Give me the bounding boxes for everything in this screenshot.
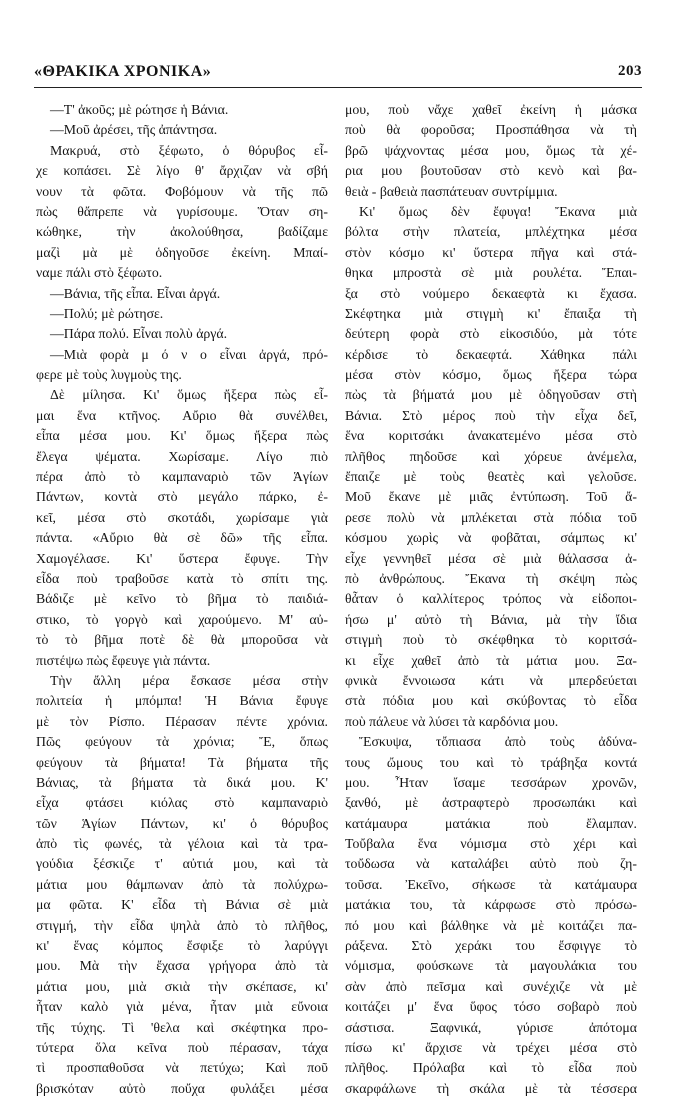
text-line: Ἔσκυψα, τὄπιασα ἀπὸ τοὺς ἀδύνα- [359, 734, 637, 750]
page-number: 203 [618, 63, 642, 79]
text-line: ἕνα κοριτσάκι ἀνακατεμένο μέσα στὸ [345, 428, 637, 444]
text-line: —Μοῦ ἀρέσει, τῆς ἀπάντησα. [50, 122, 218, 138]
text-line: μου, ποὺ νἄχε χαθεῖ ἐκείνη ἡ μάσκα [345, 102, 637, 117]
text-line: τὶ προσπαθοῦσα νὰ πετύχω; Καὶ ποῦ [36, 1060, 328, 1076]
text-line: πιστέψω πὼς ἔφευγε γιὰ πάντα. [36, 652, 211, 668]
text-line: —Μιὰ φορὰ μ ό ν ο εἶναι ἀργά, πρό- [50, 346, 328, 362]
text-line: —Βάνια, τῆς εἶπα. Εἶναι ἀργά. [50, 285, 221, 301]
header-rule [34, 87, 642, 88]
text-line: ἀπὸ τὶς φωνές, τὰ γέλοια καὶ τὰ τρα- [36, 836, 328, 852]
text-line: πλῆθος πηδοῦσε καὶ χόρευε ἀνέμελα, [345, 448, 637, 464]
text-line: μὲ τὸν Ρίσπο. Πέρασαν πέντε χρόνια. [36, 713, 328, 729]
text-line: Δὲ μίλησα. Κι' ὅμως ἤξερα πὼς εἶ- [50, 387, 328, 403]
text-line: τοῦσα. Ἐκεῖνο, σήκωσε τὰ κατάμαυρα [345, 876, 637, 892]
text-line: κατάμαυρα ματάκια ποὺ ἔλαμπαν. [345, 815, 637, 831]
text-line: νόμισμα, φούσκωνε τὰ μαγουλάκια του [345, 958, 637, 974]
text-line: σκαρφάλωνε τὴ σκάλα μὲ τὰ τέσσερα [345, 1080, 637, 1096]
text-line: Πάντων, κοντὰ στὸ μεγάλο πάρκο, ἐ- [36, 489, 328, 505]
text-line: φεύγουν τὰ βήματα! Τὰ βήματα τῆς [36, 754, 328, 770]
text-line: πολιτεία ἡ μπόμπα! Ἡ Βάνια ἔφυγε [36, 693, 328, 709]
text-line: πίσω κι' ἄρχισε νὰ τρέχει μέσα στὸ [345, 1039, 637, 1055]
text-line: ξανθό, μὲ ἀστραφτερὸ προσωπάκι καὶ [345, 795, 637, 811]
text-line: μαι ἕνα κτῆνος. Αὔριο θὰ συνέλθει, [36, 407, 328, 423]
text-line: Κι' ὅμως δὲν ἔφυγα! Ἔκανα μιὰ [359, 203, 637, 219]
text-line: ράξενα. Στὸ χεράκι του ἔσφιγγε τὸ [345, 938, 637, 954]
text-line: σάστισα. Ξαφνικά, γύρισε ἀπότομα [345, 1019, 637, 1035]
text-line: τῶν Ἁγίων Πάντων, κι' ὁ θόρυβος [36, 815, 328, 831]
text-line: θηκα μπροστὰ σὲ μιὰ ρουλέτα. Ἔπαι- [345, 265, 637, 281]
text-line: τύτερα ὅλα κεῖνα ποὺ πέρασαν, τάχα [36, 1039, 328, 1055]
text-line: πέρα ἀπὸ τὸ καμπαναριὸ τῶν Ἁγίων [36, 469, 328, 485]
text-line: χε κοπάσει. Σὲ λίγο θ' ἄρχιζαν νὰ σβή [36, 163, 328, 179]
text-line: βόλτα στὴν πλατεία, μπλέχτηκα μέσα [345, 224, 637, 240]
text-line: τῆς τύχης. Τὶ 'θελα καὶ σκέφτηκα προ- [36, 1019, 328, 1035]
text-line: πλῆθος. Πρόλαβα καὶ τὸ εἶδα ποὺ [345, 1060, 637, 1076]
text-line: στιγμή, τὴν εἶδα ψηλὰ ἀπὸ τὸ πλῆθος, [36, 917, 328, 933]
text-line: κώθηκε, τὴν ἀκολούθησα, βαδίζαμε [36, 224, 328, 240]
text-line: Βάδιζε μὲ κεῖνο τὸ βῆμα τὸ παιδιά- [36, 591, 328, 607]
text-line: εἶχε γεννηθεῖ μέσα σὲ μιὰ θάλασσα ἀ- [345, 550, 637, 566]
text-line: Τὴν ἄλλη μέρα ἔσκασε μέσα στὴν [50, 672, 328, 688]
text-line: νουν τὰ φῶτα. Φοβόμουν νὰ τῆς πῶ [36, 183, 328, 199]
text-line: θἆταν ὁ καλλίτερος τρόπος νὰ εἰδοποι- [345, 591, 637, 607]
text-line: γούδια ξέσκιζε τ' αὐτιά μου, καὶ τὰ [36, 856, 328, 872]
text-line: ρια μου βουτοῦσαν στὸ κενὸ καὶ βα- [345, 163, 637, 179]
text-line: στικο, τὸ γοργὸ καὶ χαρούμενο. Μ' αὐ- [36, 611, 328, 627]
text-line: στὸν κόσμο κι' ὕστερα πῆγα καὶ στά- [345, 244, 637, 260]
text-line: τοὔδωσα νὰ καταλάβει αὐτὸ ποὺ ζη- [345, 856, 637, 872]
text-line: κι' ἕνας κόμπος ἔσφιξε τὸ λαρύγγι [36, 938, 328, 954]
text-line: —Πολύ; μὲ ρώτησε. [50, 305, 164, 321]
text-line: ρεσε πολὺ νὰ μπλέκεται στὰ πόδια τοῦ [345, 509, 637, 525]
text-line: Πῶς φεύγουν τὰ χρόνια; Ἔ, ὅπως [36, 734, 328, 750]
text-line: —Πάρα πολύ. Εἶναι πολὺ ἀργά. [50, 326, 228, 342]
text-line: μου. Ἦταν ἴσαμε τεσσάρων χρονῶν, [345, 774, 637, 790]
text-line: φνικὰ ἔννοιωσα κάτι νὰ μπερδεύεται [345, 672, 637, 688]
text-line: ήσω μ' αὐτὸ τὴ Βάνια, μὰ τὴν ἴδια [345, 611, 637, 627]
text-line: κι εἶχε χαθεῖ ἀπὸ τὰ μάτια μου. Ξα- [345, 652, 637, 668]
page-header [34, 63, 642, 83]
text-line: τους ὤμους του καὶ τὸ τράβηξα κοντά [345, 754, 637, 770]
right-text-column [345, 100, 637, 1099]
text-line: κέρδισε τὸ δεκαεφτά. Χάθηκα πάλι [345, 346, 637, 362]
text-line: κόσμου χωρὶς νὰ φοβᾶται, σάμπως κι' [345, 530, 637, 546]
text-line: πό μου καὶ βάλθηκε νὰ μὲ κοιτάζει πα- [345, 917, 637, 933]
text-line: δεύτερη φορὰ στὸ εἰκοσιδύο, μὰ τότε [345, 326, 637, 342]
running-title: «ΘΡΑΚΙΚΑ ΧΡΟΝΙΚΑ» [34, 63, 212, 80]
text-line: πὼς τὰ βήματά μου μὲ ὁδηγοῦσαν στὴ [345, 387, 637, 403]
text-line: βρῶ ψάχνοντας μέσα μου, ὅμως τὰ χέ- [345, 142, 637, 158]
text-line: τὸ τὸ βῆμα ποτὲ δὲ θὰ μποροῦσα νὰ [36, 632, 328, 648]
text-line: εἶπα μέσα μου. Κι' ὅμως ἤξερα πὼς [36, 428, 328, 444]
text-line: Βάνιας, τὰ βήματα τὰ δικά μου. Κ' [36, 774, 328, 790]
text-line: μου. Μὰ τὴν ἔχασα γρήγορα ἀπὸ τὰ [36, 958, 328, 974]
text-line: σὰν ἀπὸ πεῖσμα καὶ συνέχιζε νὰ μὲ [345, 978, 637, 994]
text-line: κεῖ, μέσα στὸ σκοτάδι, χωρίσαμε γιὰ [36, 509, 328, 525]
text-line: ποὺ πάλευε νὰ λύσει τὰ καρδόνια μου. [345, 713, 559, 729]
text-line: —Τ' ἀκοῦς; μὲ ρώτησε ἡ Βάνια. [50, 102, 229, 117]
text-line: Χαμογέλασε. Κι' ὕστερα ἔφυγε. Τὴν [36, 550, 328, 566]
text-line: μάτια μου, μιὰ σκιὰ τὴν σκέπασε, κι' [36, 978, 328, 994]
text-line: πὼς θἄπρεπε νὰ γυρίσουμε. Ὅταν ση- [36, 203, 328, 219]
text-line: Μακρυά, στὸ ξέφωτο, ὁ θόρυβος εἶ- [50, 142, 328, 158]
text-line: μέσα στὸν κόσμο, ὅμως ἤξερα τώρα [345, 367, 637, 383]
text-line: Μοῦ ἔκανε μὲ μιᾶς ἐντύπωση. Τοῦ ἄ- [345, 489, 637, 505]
text-line: ἦταν καλὸ γιὰ μένα, ἦταν μιὰ εὔνοια [36, 999, 328, 1015]
left-text-column [36, 100, 328, 1099]
text-line: στιγμὴ ποὺ τὸ σκέφθηκα τὸ κοριτσά- [345, 632, 637, 648]
text-line: ποὺ θὰ φοροῦσα; Προσπάθησα νὰ τὴ [345, 122, 637, 138]
text-line: κοιτάζει μ' ἕνα ὕφος τόσο σοβαρὸ ποὺ [345, 999, 637, 1015]
text-line: πὸ ἀνθρώπους. Ἔκανα τὴ σκέψη πὼς [345, 570, 637, 586]
text-line: στὰ πόδια μου καὶ σκύβοντας τὸ εἶδα [345, 693, 637, 709]
text-line: Βάνια. Στὸ μέρος ποὺ τὴν εἶχα δεῖ, [345, 407, 637, 423]
text-line: ἔπαιζε μὲ τοὺς θεατὲς καὶ γελοῦσε. [345, 469, 637, 485]
text-line: εἶδα ποὺ τραβοῦσε κατὰ τὸ σπίτι της. [36, 570, 328, 586]
text-line: μαζὶ μὰ μὲ ὁδηγοῦσε ἐκείνη. Μπαί- [36, 244, 328, 260]
text-line: ἔλεγα ψέματα. Χωρίσαμε. Λίγο πιὸ [36, 448, 328, 464]
text-line: μάτια μου θάμπωναν ἀπὸ τὰ πολύχρω- [36, 876, 328, 892]
text-line: ναμε πάλι στὸ ξέφωτο. [36, 265, 163, 281]
text-line: ματάκια του, τὰ κάρφωσε στὸ πρόσω- [345, 897, 637, 913]
text-line: πάντα. «Αὔριο θὰ σὲ δῶ» τῆς εἶπα. [36, 530, 328, 546]
text-line: μα φῶτα. Κ' εἶδα τὴ Βάνια σὲ μιὰ [36, 897, 328, 913]
text-line: ξα στὸ νούμερο δεκαεφτὰ κι ἔχασα. [345, 285, 637, 301]
text-line: εἶχα φτάσει κιόλας στὸ καμπαναριὸ [36, 795, 328, 811]
text-line: φερε μὲ τοὺς λυγμοὺς της. [36, 367, 182, 383]
text-line: Τοὔβαλα ἕνα νόμισμα στὸ χέρι καὶ [345, 836, 637, 852]
text-line: Σκέφτηκα μιὰ στιγμὴ κι' ἔπαιξα τὴ [345, 305, 637, 321]
text-line: βρισκόταν αὐτὸ ποὔχα φυλάξει μέσα [36, 1080, 328, 1096]
text-line: θειὰ - βαθειὰ πασπάτευαν συντρίμμια. [345, 183, 558, 199]
